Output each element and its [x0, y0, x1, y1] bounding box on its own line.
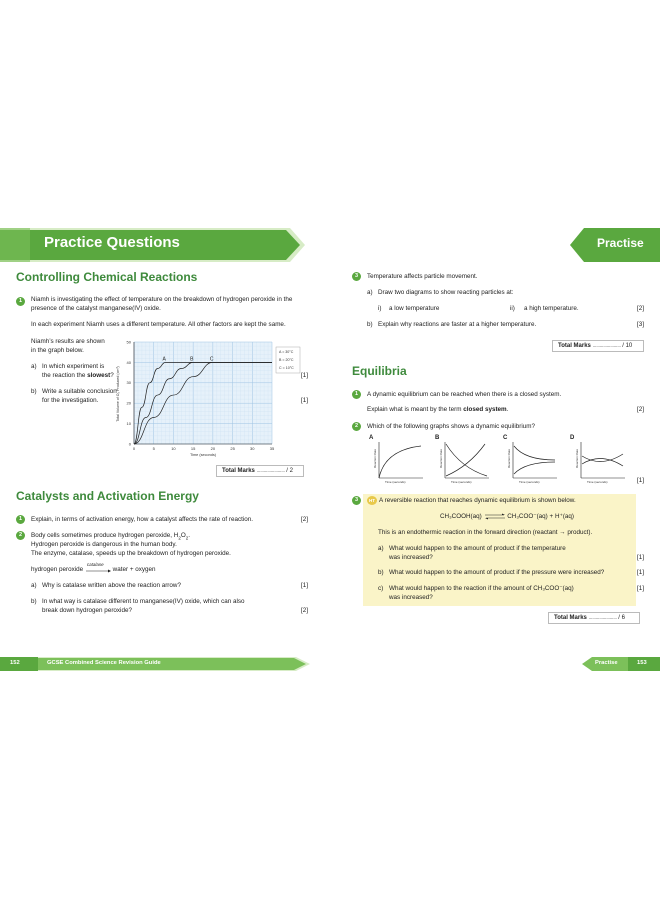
x-tick-label: 25 [230, 446, 235, 451]
part-label: a) [367, 289, 373, 296]
mark: [1] [300, 372, 308, 379]
y-axis-label: Total Volume of O₂ Produced (cm³) [116, 366, 120, 422]
part-label: a) [378, 545, 384, 552]
legend-entry: C = 10°C [279, 366, 294, 370]
graph-b [435, 435, 489, 484]
banner-title: Practice Questions [44, 234, 180, 251]
mark: [2] [636, 406, 644, 413]
graph-ylabel: Reaction Rate [439, 448, 443, 468]
mark: [1] [300, 582, 308, 589]
question-number: 1 [16, 515, 25, 524]
graph-xlabel: Time (seconds) [385, 480, 406, 484]
total-marks-box: Total Marks ........................ / 10 [552, 340, 644, 352]
question-text: Write a suitable conclusion [42, 388, 117, 395]
question-text: In which experiment is [42, 363, 105, 370]
question-text: Temperature affects particle movement. [367, 273, 478, 280]
x-tick-label: 15 [190, 446, 196, 451]
question-text: break down hydrogen peroxide? [42, 607, 132, 614]
question-text: In each experiment Niamh uses a different temperature. All other factors are kept the same. [31, 321, 286, 328]
part-label: b) [378, 569, 384, 576]
page-number: 152 [10, 660, 20, 666]
mark: [2] [300, 516, 308, 523]
mark: [2] [636, 305, 644, 312]
part-label: a) [31, 582, 37, 589]
equilibrium-graphs [365, 432, 645, 488]
mark: [2] [300, 607, 308, 614]
chemical-equation: CH₃COOH(aq) CH₃COO⁻(aq) + H⁺(aq) [440, 513, 575, 521]
question-text: What would happen to the reaction if the amount of CH₃COO⁻(aq) [389, 585, 574, 592]
question-text: A dynamic equilibrium can be reached when there is a closed system. [367, 391, 562, 398]
mark: [1] [636, 569, 644, 576]
reaction-arrow [85, 567, 111, 575]
question-text: This is an endothermic reaction in the forward direction (reactant → product). [378, 529, 593, 536]
graph-letter: C [503, 435, 508, 441]
question-text: The enzyme, catalase, speeds up the breakdown of hydrogen peroxide. [31, 550, 231, 557]
y-tick-label: 30 [126, 380, 131, 386]
question-number: 3 [352, 496, 361, 505]
graph-d [570, 435, 625, 484]
question-text: Explain what is meant by the term closed system. [367, 406, 509, 413]
mark: [1] [636, 554, 644, 561]
part-label: b) [31, 598, 37, 605]
question-number: 1 [16, 297, 25, 306]
graph-letter: B [435, 435, 440, 441]
series-label-c: C [209, 356, 214, 363]
question-text: What would happen to the amount of product if the temperature [389, 545, 566, 552]
y-tick-label: 50 [126, 339, 131, 345]
part-label: ii) [510, 305, 515, 312]
question-text: Body cells sometimes produce hydrogen peroxide, $H_2O_2$. [31, 532, 191, 541]
question-number: 2 [16, 531, 25, 540]
plot-area [134, 342, 272, 444]
question-text: Niamh is investigating the effect of temperature on the breakdown of hydrogen peroxide in the [31, 296, 293, 303]
part-label: a) [31, 363, 37, 370]
section-heading: Catalysts and Activation Energy [16, 489, 199, 503]
question-text: Niamh’s results are shown [31, 338, 105, 345]
legend-entry: B = 20°C [279, 358, 294, 362]
x-tick-label: 10 [171, 446, 176, 451]
part-label: c) [378, 585, 384, 592]
mark: [3] [636, 321, 644, 328]
question-number: 1 [352, 390, 361, 399]
section-heading: Controlling Chemical Reactions [16, 270, 198, 284]
question-text: the reaction the slowest? [42, 372, 114, 379]
page-number: 153 [637, 660, 647, 666]
question-text: was increased? [389, 554, 433, 561]
part-label: b) [367, 321, 373, 328]
question-number: 3 [352, 272, 361, 281]
graph-ylabel: Reaction Rate [373, 448, 377, 468]
y-tick-label: 20 [126, 400, 131, 406]
mark: [1] [300, 397, 308, 404]
x-tick-label: 0 [132, 446, 136, 451]
y-tick-label: 10 [126, 421, 131, 426]
x-tick-label: 20 [210, 446, 216, 451]
question-text: Hydrogen peroxide is dangerous in the human body. [31, 541, 177, 548]
mark: [1] [636, 585, 644, 592]
graph-c [503, 435, 557, 484]
question-text: was increased? [389, 594, 433, 601]
graph-a [369, 435, 423, 484]
question-text: Which of the following graphs shows a dynamic equilibrium? [367, 423, 535, 430]
x-axis-label: Time (seconds) [189, 453, 217, 457]
series-label-b: B [190, 356, 194, 363]
section-heading: Equilibria [352, 364, 407, 378]
chart-grid [134, 342, 272, 444]
oxygen-volume-chart [112, 336, 302, 458]
total-marks-box: Total Marks ........................ / 6 [548, 612, 640, 624]
question-text: Explain why reactions are faster at a higher temperature. [378, 321, 537, 328]
footer-title: GCSE Combined Science Revision Guide [47, 660, 161, 666]
question-text: a low temperature [389, 305, 440, 312]
question-text: What would happen to the amount of product if the pressure were increased? [389, 569, 605, 576]
mark: [1] [636, 477, 644, 484]
total-marks-box: Total Marks ........................ / 2 [216, 465, 304, 477]
y-tick-label: 0 [128, 441, 131, 447]
graph-letter: D [570, 435, 575, 441]
graph-ylabel: Reaction Rate [507, 448, 511, 468]
x-tick-label: 35 [269, 446, 275, 451]
question-text: in the graph below. [31, 347, 84, 354]
question-text: a high temperature. [524, 305, 579, 312]
legend-entry: A = 30°C [279, 350, 294, 354]
practise-title: Practise [597, 236, 644, 250]
right-footer-bar [582, 657, 660, 671]
graph-letter: A [369, 435, 374, 441]
question-text: Explain, in terms of activation energy, how a catalyst affects the rate of reaction. [31, 516, 254, 523]
question-text: for the investigation. [42, 397, 99, 404]
x-tick-label: 5 [152, 446, 155, 451]
equilibrium-arrow-icon [484, 513, 506, 520]
series-label-a: A [162, 356, 166, 363]
graph-xlabel: Time (seconds) [519, 480, 540, 484]
part-label: b) [31, 388, 37, 395]
x-tick-label: 30 [250, 446, 255, 451]
graph-xlabel: Time (seconds) [451, 480, 472, 484]
word-equation: hydrogen peroxide catalase water + oxygen [31, 562, 156, 573]
footer-label: Practise [595, 660, 618, 666]
y-tick-label: 40 [126, 359, 131, 365]
graph-ylabel: Reaction Rate [575, 448, 579, 468]
chart-legend [276, 347, 300, 373]
question-text: Draw two diagrams to show reacting particles at: [378, 289, 514, 296]
question-text: A reversible reaction that reaches dynamic equilibrium is shown below. [379, 497, 576, 504]
part-label: i) [378, 305, 382, 312]
question-text: In what way is catalase different to manganese(IV) oxide, which can also [42, 598, 245, 605]
question-number: 2 [352, 422, 361, 431]
question-text: Why is catalase written above the reaction arrow? [42, 582, 181, 589]
question-text: presence of the catalyst manganese(IV) oxide. [31, 305, 161, 312]
graph-xlabel: Time (seconds) [587, 480, 608, 484]
ht-badge: HT [369, 498, 375, 503]
